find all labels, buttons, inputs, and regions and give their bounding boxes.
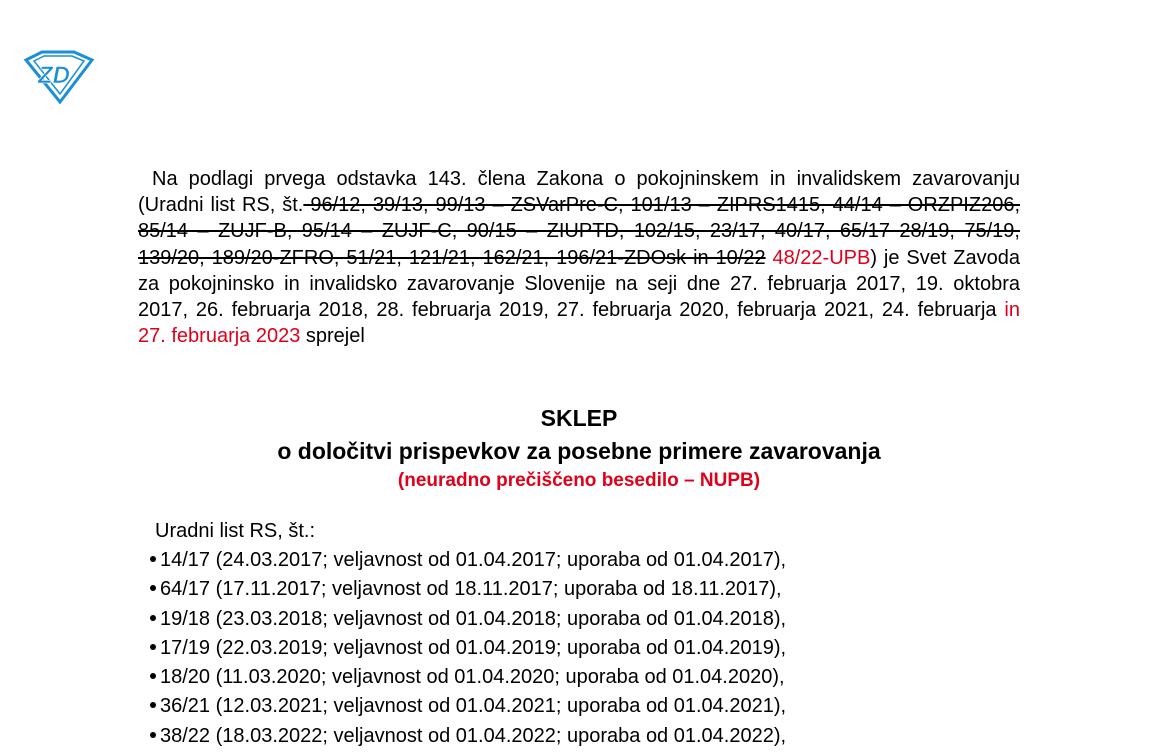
intro-lead: Na podlagi prvega odstavka 143. člena Zakona o pokojninskem in invalidskem zavarovanju (Uradni list RS, št. [138,168,1020,217]
intro-middle: ) je Svet Zavoda za pokojninsko in invalidsko zavarovanje Slovenije na seji dne 27. februarja 2017, 19. oktobra 2017, 26. februarja 2018, 28. februarja 2019, 27. februarja 2020, februarja 2021, 24. februarja [138,246,1020,322]
zpiz-logo-icon [22,50,98,104]
list-item: 18/20 (11.03.2020; veljavnost od 01.04.2020; uporaba od 01.04.2020), [150,664,786,693]
bullet-icon [150,556,156,562]
list-item: 64/17 (17.11.2017; veljavnost od 18.11.2017; uporaba od 18.11.2017), [150,576,786,605]
bullet-icon [150,732,156,738]
list-item: 38/22 (18.03.2022; veljavnost od 01.04.2022; uporaba od 01.04.2022), [150,723,786,752]
bullet-icon [150,673,156,679]
list-item: 36/21 (12.03.2021; veljavnost od 01.04.2021; uporaba od 01.04.2021), [150,693,786,722]
document-subtitle: o določitvi prispevkov za posebne primere zavarovanja [277,438,881,464]
list-item: 17/19 (22.03.2019; veljavnost od 01.04.2019; uporaba od 01.04.2019), [150,635,786,664]
gazette-heading: Uradni list RS, št.: [155,520,316,542]
svg-text:ZD: ZD [38,62,70,89]
intro-paragraph [138,166,1020,349]
struck-references: 96/12, 39/13, 99/13 – ZSVarPre-C, 101/13 – ZIPRS1415, 44/14 – ORZPIZ206, 85/14 – ZUJF-B, 95/14 – ZUJF-C, 90/15 – ZIUPTD, 102/15, 23/17, 40/17, 65/17 28/19, 75/19, 139/20, 189/20-ZFRO, 51/21, 121/21, 162/21, 196/21-ZDOsk in 10/22 [138,194,1020,269]
bullet-icon [150,644,156,650]
bullet-icon [150,585,156,591]
document-version-note: (neuradno prečiščeno besedilo – NUPB) [397,470,761,491]
new-session-date: in 27. februarja 2023 [138,299,1020,348]
bullet-icon [150,615,156,621]
intro-tail: sprejel [300,325,365,348]
document-title: SKLEP [540,405,618,431]
list-item: 19/18 (23.03.2018; veljavnost od 01.04.2018; uporaba od 01.04.2018), [150,606,786,635]
gazette-list [150,547,786,752]
list-item: 14/17 (24.03.2017; veljavnost od 01.04.2017; uporaba od 01.04.2017), [150,547,786,576]
bullet-icon [150,702,156,708]
new-reference: 48/22-UPB [765,246,871,269]
